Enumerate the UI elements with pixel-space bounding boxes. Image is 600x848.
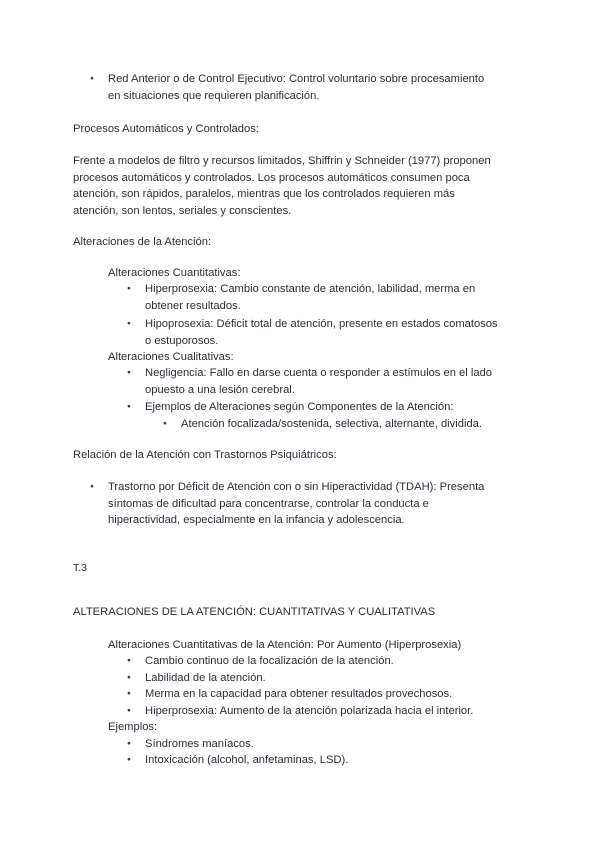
sub-label: Alteraciones Cuantitativas: [108, 267, 241, 279]
list-item: ● Merma en la capacidad para obtener resultados provechosos. [145, 686, 452, 703]
section-heading: Relación de la Atención con Trastornos Psiquiátricos: [73, 449, 337, 461]
paragraph-line: Frente a modelos de filtro y recursos limitados, Shiffrin y Schneider (1977) proponen [73, 155, 491, 167]
list-item-text: ● Negligencia: Fallo en darse cuenta o responder a estímulos en el lado [145, 367, 493, 379]
list-item: ● Cambio continuo de la focalización de la atención. [145, 653, 394, 670]
list-item: ● Atención focalizada/sostenida, selectiva, alternante, dividida. [181, 416, 482, 433]
sub-label: Ejemplos: [108, 721, 158, 733]
list-item: ● Síndromes maníacos. [145, 736, 254, 753]
list-item-text: síntomas de dificultad para concentrarse, controlar la conducta e [108, 497, 429, 510]
list-item-text: hiperactividad, especialmente en la infancia y adolescencia. [108, 514, 405, 526]
list-item-text: ● Hiperprosexia: Cambio constante de atención, labilidad, merma en [145, 283, 476, 295]
list-item: ● Ejemplos de Alteraciones según Componentes de la Atención: [145, 399, 453, 416]
list-item [145, 365, 492, 398]
list-item-text: ● Trastorno por Déficit de Atención con o sin Hiperactividad (TDAH): Presenta [108, 481, 485, 493]
list-item: ● Labilidad de la atención. [145, 670, 266, 687]
list-item-text: ● Red Anterior o de Control Ejecutivo: Control voluntario sobre procesamiento [108, 73, 485, 85]
paragraph-line: procesos automáticos y controlados. Los procesos automáticos consumen poca [73, 171, 470, 184]
list-item-text: en situaciones que requieren planificación. [108, 89, 320, 102]
section-number: T.3 [73, 562, 88, 574]
list-item [108, 71, 484, 104]
section-title: ALTERACIONES DE LA ATENCIÓN: CUANTITATIVAS Y CUALITATIVAS [73, 606, 436, 618]
list-item-text: obtener resultados. [145, 299, 241, 312]
list-item [145, 281, 475, 314]
paragraph-line: atención, son lentos, seriales y conscientes. [73, 204, 292, 217]
section-heading: Procesos Automáticos y Controlados: [73, 123, 259, 135]
paragraph [73, 153, 491, 219]
sub-label: Alteraciones Cualitativas: [108, 351, 234, 363]
list-item [108, 479, 484, 529]
list-item [145, 316, 498, 349]
list-item-text: o estuporosos. [145, 334, 219, 347]
sub-label: Alteraciones Cuantitativas de la Atención: Por Aumento (Hiperprosexia) [108, 639, 462, 651]
list-item: ● Intoxicación (alcohol, anfetaminas, LSD). [145, 752, 348, 769]
section-heading: Alteraciones de la Atención: [73, 236, 212, 248]
list-item-text: ● Hipoprosexia: Déficit total de atención, presente en estados comatosos [145, 318, 498, 330]
paragraph-line: atención, son rápidos, paralelos, mientras que los controlados requieren más [73, 188, 455, 200]
list-item: ● Hiperprosexia: Aumento de la atención polarizada hacia el interior. [145, 703, 473, 720]
list-item-text: opuesto a una lesión cerebral. [145, 383, 295, 396]
